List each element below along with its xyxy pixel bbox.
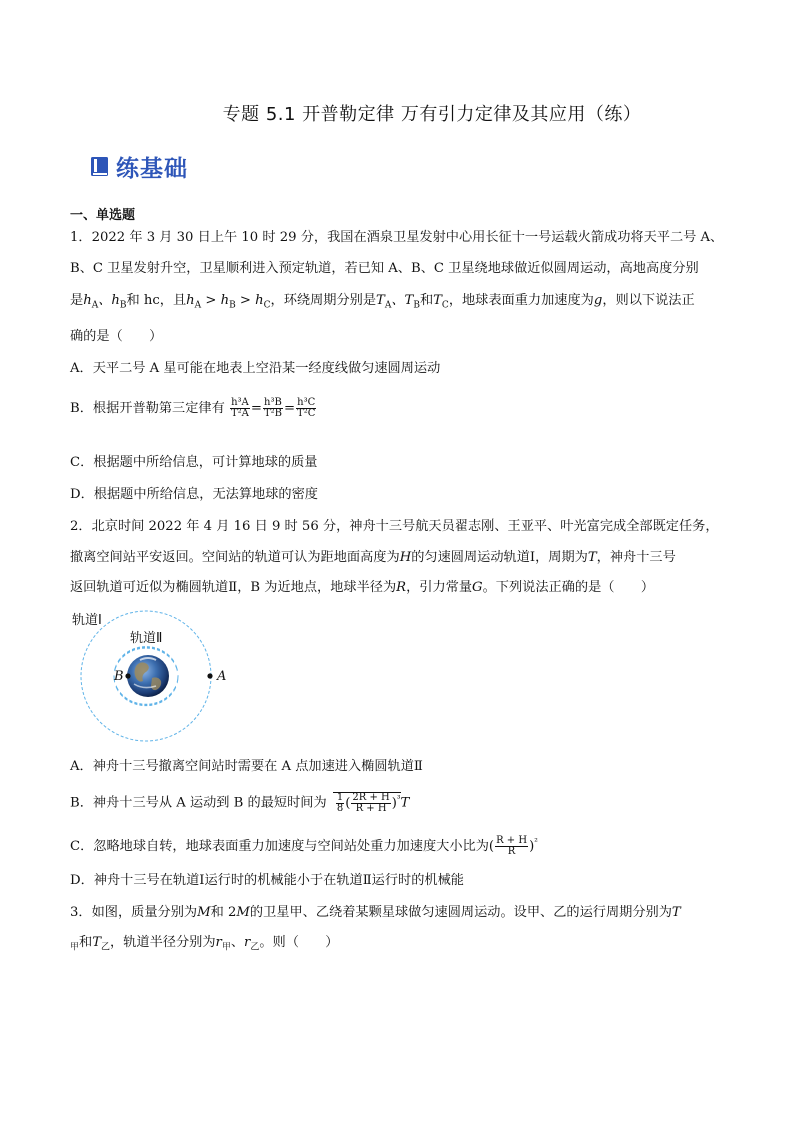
q3-line-1: 3．如图，质量分别为M和 2M的卫星甲、乙绕着某颗星球做匀速圆周运动。设甲、乙的运行周期分别为T	[70, 905, 681, 920]
q2-option-c: C．忽略地球自转，地球表面重力加速度与空间站处重力加速度大小比为( $\frac{R + H}{R}$ )$^{^2}$	[70, 835, 538, 857]
point-b-label: B	[114, 669, 124, 684]
part-heading: 一、单选题	[70, 208, 136, 223]
q2-line-3: 返回轨道可近似为椭圆轨道Ⅱ，B 为近地点，地球半径为R，引力常量G。下列说法正确的是（ ）	[70, 580, 655, 595]
q1-option-d: D．根据题中所给信息，无法算地球的密度	[70, 487, 318, 502]
q1-line-2: B、C 卫星发射升空，卫星顺利进入预定轨道，若已知 A、B、C 卫星绕地球做近似圆周运动，高地高度分别	[70, 261, 699, 276]
q1-option-c: C．根据题中所给信息，可计算地球的质量	[70, 455, 318, 470]
q2-option-b: B．神舟十三号从 A 运动到 B 的最短时间为 $\frac{1}{8}$ ( $\frac{2R + H}{R + H}$ )$^{^3}$T	[70, 792, 410, 814]
point-a-label: A	[217, 669, 227, 684]
sqrt-expression: $\frac{1}{8}$ ( $\frac{2R + H}{R + H}$ )$^{^3}$	[333, 792, 401, 814]
q1-option-b: B．根据开普勒第三定律有 $\frac{\text{h³A}}{\text{T²A}}$ = $\frac{\text{h³B}}{\text{T²B}}$ = $\frac{\text{h³C}}{\text{T²C}}$	[70, 397, 316, 419]
fraction: $\frac{\text{h³C}}{\text{T²C}}$	[297, 397, 316, 419]
q1-line-4: 确的是（ ）	[70, 329, 163, 344]
q2-line-2: 撤离空间站平安返回。空间站的轨道可认为距地面高度为H的匀速圆周运动轨道Ⅰ，周期为T，神舟十三号	[70, 550, 676, 565]
section-heading	[90, 150, 188, 183]
section-label: 练基础	[116, 156, 188, 182]
q2-option-d: D．神舟十三号在轨道Ⅰ运行时的机械能小于在轨道Ⅱ运行时的机械能	[70, 873, 464, 888]
point-b-dot	[125, 673, 130, 678]
q1-line-3: 是$h_A$、$h_B$和 hc，且$h_A > h_B > h_C$，环绕周期分别是$T_A$、$T_B$和$T_C$，地球表面重力加速度为g，则以下说法正	[70, 293, 695, 311]
book-icon	[90, 156, 110, 178]
earth-icon	[127, 655, 169, 697]
page-title: 专题 5.1 开普勒定律 万有引力定律及其应用（练）	[222, 104, 642, 125]
q1-option-a: A．天平二号 A 星可能在地表上空沿某一经度线做匀速圆周运动	[70, 361, 441, 376]
orbit-1-label: 轨道Ⅰ	[72, 613, 102, 628]
q1-line-1: 1．2022 年 3 月 30 日上午 10 时 29 分，我国在酒泉卫星发射中心用长征十一号运载火箭成功将天平二号 A、	[70, 230, 724, 245]
fraction: $\frac{\text{h³B}}{\text{T²B}}$	[263, 397, 282, 419]
orbit-diagram	[70, 608, 250, 748]
orbit-2-label: 轨道Ⅱ	[130, 631, 163, 646]
q2-option-a: A．神舟十三号撤离空间站时需要在 A 点加速进入椭圆轨道Ⅱ	[70, 759, 423, 774]
q2-line-1: 2．北京时间 2022 年 4 月 16 日 9 时 56 分，神舟十三号航天员翟志刚、王亚平、叶光富完成全部既定任务，	[70, 519, 719, 534]
point-a-dot	[207, 673, 212, 678]
fraction: $\frac{R + H}{R}$	[496, 835, 528, 857]
q3-line-2: $_甲$和$T_乙$，轨道半径分别为$r_甲$、$r_乙$。则（ ）	[70, 935, 339, 953]
fraction: $\frac{\text{h³A}}{\text{T²A}}$	[230, 397, 249, 419]
